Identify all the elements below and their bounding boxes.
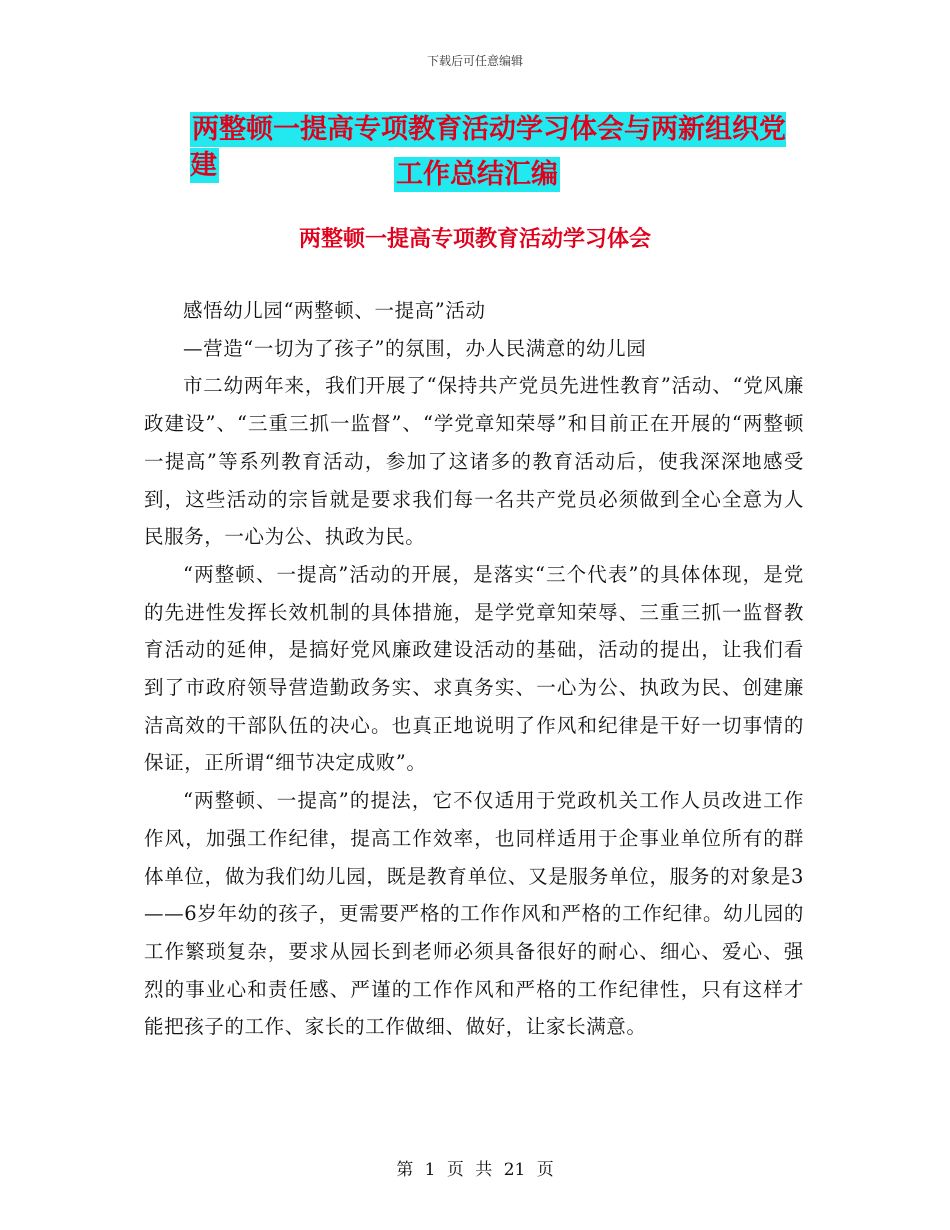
paragraph: 感悟幼儿园“两整顿、一提高”活动: [183, 299, 486, 322]
page-footer: 第 1 页 共 21 页: [396, 1160, 554, 1180]
paragraph: 市二幼两年来，我们开展了“保持共产党员先进性教育”活动、“党风廉政建设”、“三重三抓一监督”、“学党章知荣辱”和目前正在开展的“两整顿一提高”等系列教育活动，参加了这诸多的教育活动后，使我深深地感受到，这些活动的宗旨就是要求我们每一名共产党员必须做到全心全意为人民服务，一心为公、执政为民。: [144, 374, 804, 549]
paragraph: —营造“一切为了孩子”的氛围，办人民满意的幼儿园: [183, 336, 647, 360]
paragraph: “两整顿、一提高”活动的开展，是落实“三个代表”的具体体现，是党的先进性发挥长效机制的具体措施，是学党章知荣辱、三重三抓一监督教育活动的延伸，是搞好党风廉政建设活动的基础，活动的提出，让我们看到了市政府领导营造勤政务实、求真务实、一心为公、执政为民、创建廉洁高效的干部队伍的决心。也真正地说明了作风和纪律是干好一切事情的保证，正所谓“细节决定成败”。: [144, 562, 804, 775]
header-note: 下载后可任意编辑: [426, 54, 523, 68]
title-highlight: 工作总结汇编: [396, 159, 558, 190]
section-subtitle: 两整顿一提高专项教育活动学习体会: [298, 227, 651, 252]
document-title-line2: [394, 157, 560, 193]
title-highlight: 两整顿一提高专项教育活动学习体会与两新组织党建: [190, 114, 786, 181]
body-text: [144, 292, 804, 1046]
paragraph: “两整顿、一提高”的提法，它不仅适用于党政机关工作人员改进工作作风，加强工作纪律，提高工作效率，也同样适用于企事业单位所有的群体单位，做为我们幼儿园，既是教育单位、又是服务单位，服务的对象是3——6岁年幼的孩子，更需要严格的工作作风和严格的工作纪律。幼儿园的工作繁琐复杂，要求从园长到老师必须具备很好的耐心、细心、爱心、强烈的事业心和责任感、严谨的工作作风和严格的工作纪律性，只有这样才能把孩子的工作、家长的工作做细、做好，让家长满意。: [144, 789, 804, 1039]
